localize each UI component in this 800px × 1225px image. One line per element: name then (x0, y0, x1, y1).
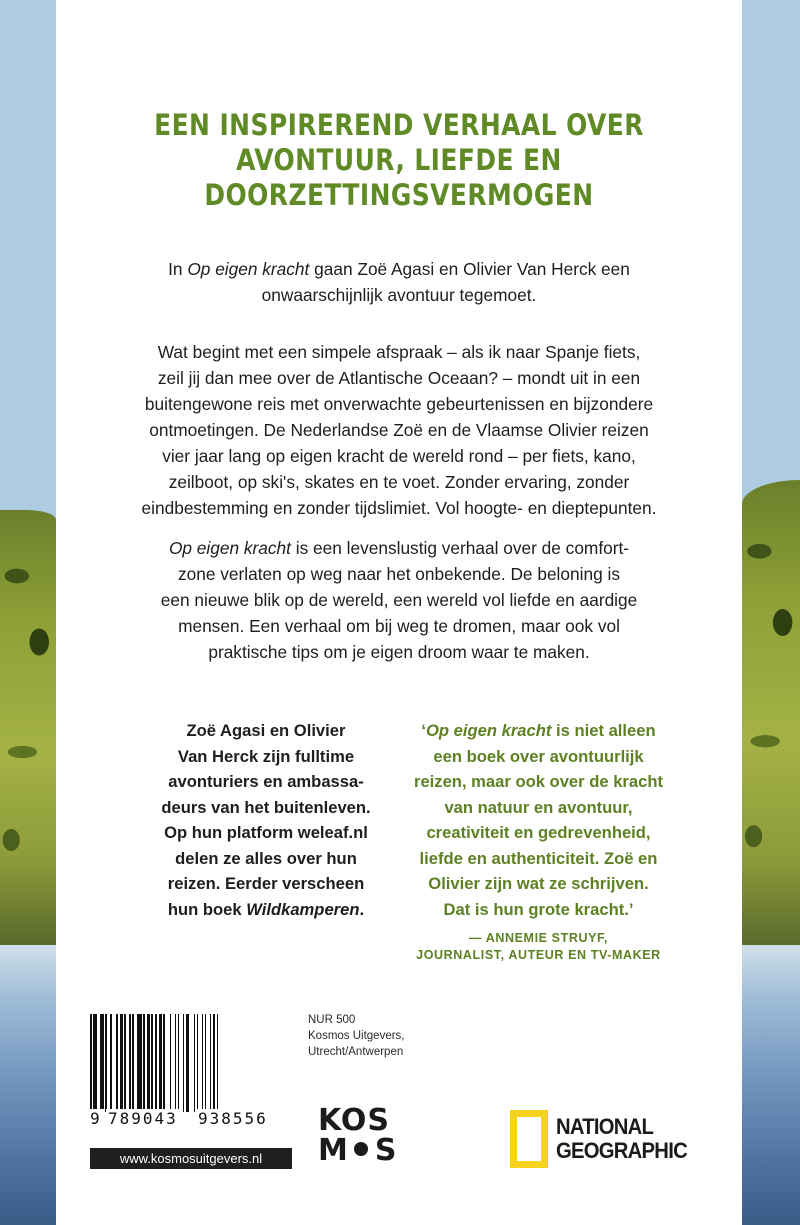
imprint-info (308, 1012, 405, 1060)
headline-line: DOORZETTINGSVERMOGEN (204, 178, 594, 212)
forest-hill (742, 480, 800, 955)
barcode-bars (90, 1014, 292, 1124)
landscape-strip-right (742, 0, 800, 1225)
blurb-paragraph-1: In Op eigen kracht gaan Zoë Agasi en Olivier Van Herck een onwaarschijnlijk avontuur tegemoet. (168, 259, 630, 305)
attribution-name: — ANNEMIE STRUYF, (469, 931, 608, 945)
blurb-paragraph-3: Op eigen kracht is een levenslustig verhaal over de comfort- zone verlaten op weg naar het onbekende. De beloning is een nieuwe blik op de wereld, een wereld vol liefde en aardige mensen. Een verhaal om bij weg te dromen, maar ook vol praktische tips om je eigen droom waar te maken. (160, 538, 638, 662)
headline-line: AVONTUUR, LIEFDE EN (236, 143, 562, 177)
previous-book-title: Wildkamperen (246, 899, 360, 919)
kosmos-logo: KOS M S (318, 1103, 398, 1168)
back-cover-panel (56, 0, 742, 1225)
lake-water (742, 945, 800, 1225)
author-bio: Zoë Agasi en Olivier Van Herck zijn fulltime avonturiers en ambassa- deurs van het buitenleven. Op hun platform weleaf.nl delen ze alles over hun reizen. Eerder verscheen hun boek Wildkamperen. (161, 721, 371, 919)
review-quote: ‘Op eigen kracht is niet alleen een boek over avontuurlijk reizen, maar ook over de kracht van natuur en avontuur, creativiteit en gedrevenheid, liefde en authenticiteit. Zoë en Olivier zijn wat ze schrijven. Dat is hun grote kracht.’ (413, 721, 663, 919)
yellow-border-icon (510, 1110, 548, 1168)
lake-water (0, 945, 56, 1225)
nur-code: NUR 500 (308, 1014, 356, 1026)
kosmos-dot-icon (354, 1142, 368, 1156)
landscape-strip-left (0, 0, 56, 1225)
publisher-location: Utrecht/Antwerpen (308, 1046, 404, 1058)
national-geographic-logo: NATIONAL GEOGRAPHIC (510, 1110, 698, 1168)
book-title-italic: Op eigen kracht (168, 538, 291, 558)
book-title-italic: Op eigen kracht (425, 721, 552, 740)
quote-attribution (401, 930, 676, 964)
headline (104, 108, 694, 213)
publisher-name: Kosmos Uitgevers, (308, 1030, 405, 1042)
blurb-paragraph-2: Wat begint met een simpele afspraak – als ik naar Spanje fiets, zeil jij dan mee over de Atlantische Oceaan? – mondt uit in een buitengewone reis met onverwachte gebeurtenissen en bijzondere ontmoetingen. De Nederlandse Zoë en de Vlaamse Olivier reizen vier jaar lang op eigen kracht de wereld rond – per fiets, kano, zeilboot, op ski's, skates en te voet. Zonder ervaring, zonder eindbestemming en zonder tijdslimiet. Vol hoogte- en dieptepunten. (141, 342, 657, 518)
publisher-website-link[interactable]: www.kosmosuitgevers.nl (90, 1148, 292, 1169)
forest-hill (0, 510, 56, 950)
book-title-italic: Op eigen kracht (187, 259, 310, 279)
isbn-barcode: 9 789043 938556 (90, 1014, 292, 1144)
attribution-role: JOURNALIST, AUTEUR EN TV-MAKER (416, 948, 661, 962)
headline-line: EEN INSPIREREND VERHAAL OVER (154, 108, 644, 142)
